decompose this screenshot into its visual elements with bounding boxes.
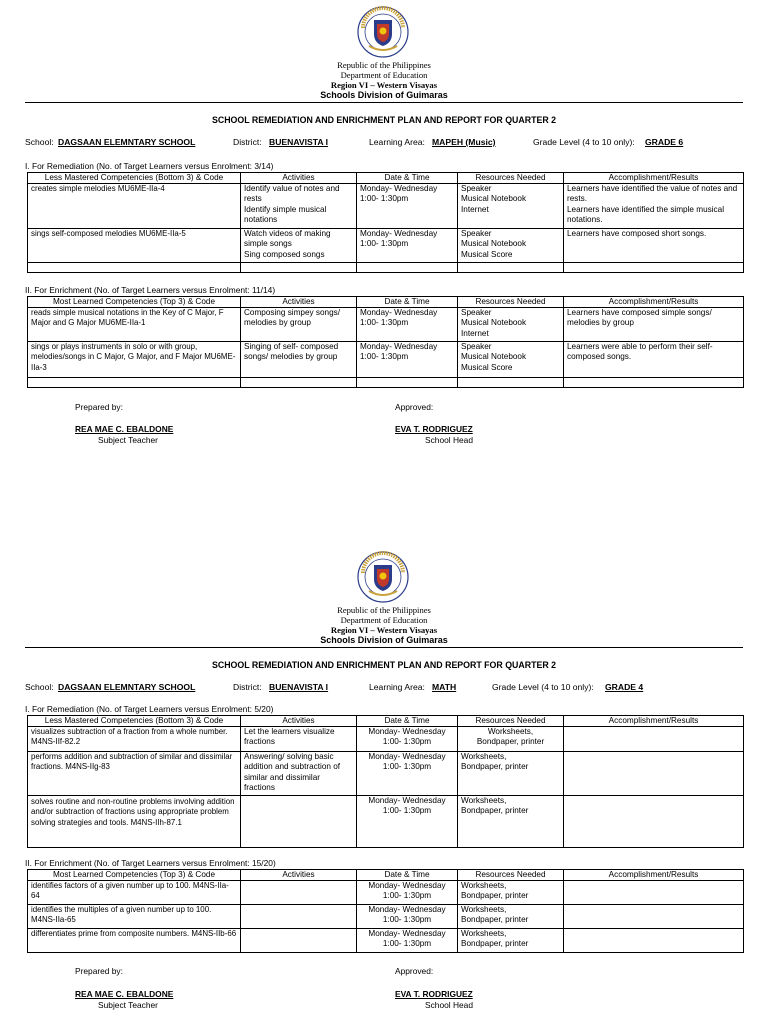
competency-cell: differentiates prime from composite numbers. M4NS-IIb-66	[28, 929, 241, 953]
approved-by-label: Approved:	[395, 966, 434, 976]
date-time-cell: Monday- Wednesday 1:00- 1:30pm	[357, 308, 458, 342]
activities-cell	[241, 905, 357, 929]
prepared-by-label: Prepared by:	[75, 966, 123, 976]
competency-cell: performs addition and subtraction of similar and dissimilar fractions. M4NS-IIg-83	[28, 752, 241, 796]
date-time-cell: Monday- Wednesday 1:00- 1:30pm	[357, 881, 458, 905]
column-header: Resources Needed	[458, 716, 564, 727]
activities-cell: Singing of self- composed songs/ melodies by group	[241, 342, 357, 378]
table-row	[28, 929, 744, 953]
competency-cell	[28, 378, 241, 388]
approved-by-role: School Head	[425, 1000, 473, 1010]
column-header: Date & Time	[357, 297, 458, 308]
activities-cell: Identify value of notes and rests Identify simple musical notations	[241, 184, 357, 229]
resources-cell: Speaker Musical Notebook Internet	[458, 308, 564, 342]
competency-cell: identifies factors of a given number up to 100. M4NS-IIa-64	[28, 881, 241, 905]
learning-area-value: MATH	[432, 682, 457, 692]
deped-seal-icon	[357, 6, 409, 58]
results-cell	[564, 752, 744, 796]
table-header-row	[28, 870, 744, 881]
resources-cell: Worksheets, Bondpaper, printer	[458, 881, 564, 905]
competency-cell: reads simple musical notations in the Key of C Major, F Major and G Major MU6ME-IIa-1	[28, 308, 241, 342]
table-row	[28, 263, 744, 273]
learning-area-label: Learning Area:	[369, 137, 425, 147]
table-row	[28, 184, 744, 229]
deped-seal-icon	[357, 551, 409, 603]
region-line: Region VI – Western Visayas	[330, 80, 438, 90]
table-row	[28, 308, 744, 342]
prepared-by-role: Subject Teacher	[98, 1000, 158, 1010]
department-line: Department of Education	[340, 70, 428, 80]
table-row	[28, 378, 744, 388]
date-time-cell: Monday- Wednesday 1:00- 1:30pm	[357, 229, 458, 263]
results-cell: Learners were able to perform their self-composed songs.	[564, 342, 744, 378]
results-cell	[564, 929, 744, 953]
column-header: Activities	[241, 870, 357, 881]
report-title: SCHOOL REMEDIATION AND ENRICHMENT PLAN AND REPORT FOR QUARTER 2	[211, 660, 557, 670]
column-header: Date & Time	[357, 173, 458, 184]
letterhead	[0, 60, 768, 100]
department-line: Department of Education	[340, 615, 428, 625]
column-header: Resources Needed	[458, 173, 564, 184]
date-time-cell	[357, 378, 458, 388]
table-row	[28, 342, 744, 378]
remediation-table	[27, 172, 744, 273]
resources-cell: Worksheets, Bondpaper, printer	[458, 752, 564, 796]
division-line: Schools Division of Guimaras	[320, 90, 448, 100]
activities-cell: Watch videos of making simple songs Sing composed songs	[241, 229, 357, 263]
resources-cell: Worksheets, Bondpaper, printer	[458, 905, 564, 929]
column-header: Activities	[241, 297, 357, 308]
date-time-cell	[357, 263, 458, 273]
results-cell: Learners have composed short songs.	[564, 229, 744, 263]
grade-level-label: Grade Level (4 to 10 only):	[492, 682, 594, 692]
approved-by-label: Approved:	[395, 402, 434, 412]
table-header-row	[28, 716, 744, 727]
district-value: BUENAVISTA I	[269, 137, 329, 147]
district-label: District:	[233, 682, 262, 692]
resources-cell: Speaker Musical Notebook Musical Score	[458, 342, 564, 378]
column-header: Accomplishment/Results	[564, 870, 744, 881]
remediation-heading: I. For Remediation (No. of Target Learners versus Enrolment: 3/14)	[25, 161, 274, 171]
date-time-cell: Monday- Wednesday 1:00- 1:30pm	[357, 342, 458, 378]
results-cell	[564, 263, 744, 273]
table-row	[28, 752, 744, 796]
school-value: DAGSAAN ELEMNTARY SCHOOL	[58, 682, 196, 692]
column-header: Accomplishment/Results	[564, 297, 744, 308]
table-row	[28, 881, 744, 905]
column-header: Resources Needed	[458, 297, 564, 308]
header-divider	[25, 647, 743, 648]
learning-area-value: MAPEH (Music)	[432, 137, 496, 147]
table-row	[28, 905, 744, 929]
resources-cell: Worksheets, Bondpaper, printer	[458, 929, 564, 953]
column-header: Accomplishment/Results	[564, 173, 744, 184]
date-time-cell: Monday- Wednesday 1:00- 1:30pm	[357, 929, 458, 953]
region-line: Region VI – Western Visayas	[330, 625, 438, 635]
learning-area-label: Learning Area:	[369, 682, 425, 692]
table-row	[28, 229, 744, 263]
activities-cell	[241, 378, 357, 388]
column-header: Most Learned Competencies (Top 3) & Code	[28, 870, 241, 881]
approved-by-name: EVA T. RODRIGUEZ	[395, 424, 473, 434]
school-label: School:	[25, 682, 54, 692]
resources-cell: Speaker Musical Notebook Internet	[458, 184, 564, 229]
results-cell: Learners have composed simple songs/ melodies by group	[564, 308, 744, 342]
resources-cell	[458, 378, 564, 388]
column-header: Date & Time	[357, 870, 458, 881]
date-time-cell: Monday- Wednesday 1:00- 1:30pm	[357, 184, 458, 229]
activities-cell	[241, 796, 357, 848]
activities-cell	[241, 881, 357, 905]
report-page	[0, 545, 768, 1010]
competency-cell: sings self-composed melodies MU6ME-IIa-5	[28, 229, 241, 263]
resources-cell: Speaker Musical Notebook Musical Score	[458, 229, 564, 263]
activities-cell: Let the learners visualize fractions	[241, 727, 357, 752]
column-header: Less Mastered Competencies (Bottom 3) & Code	[28, 173, 241, 184]
enrichment-table	[27, 869, 744, 953]
prepared-by-name: REA MAE C. EBALDONE	[75, 989, 174, 999]
column-header: Activities	[241, 173, 357, 184]
results-cell	[564, 796, 744, 848]
date-time-cell: Monday- Wednesday 1:00- 1:30pm	[357, 905, 458, 929]
approved-by-name: EVA T. RODRIGUEZ	[395, 989, 473, 999]
activities-cell: Composing simpey songs/ melodies by group	[241, 308, 357, 342]
column-header: Date & Time	[357, 716, 458, 727]
resources-cell: Worksheets, Bondpaper, printer	[458, 727, 564, 752]
table-row	[28, 796, 744, 848]
remediation-heading: I. For Remediation (No. of Target Learners versus Enrolment: 5/20)	[25, 704, 274, 714]
column-header: Accomplishment/Results	[564, 716, 744, 727]
grade-level-label: Grade Level (4 to 10 only):	[533, 137, 635, 147]
header-divider	[25, 102, 743, 103]
table-header-row	[28, 297, 744, 308]
resources-cell: Worksheets, Bondpaper, printer	[458, 796, 564, 848]
division-line: Schools Division of Guimaras	[320, 635, 448, 645]
date-time-cell: Monday- Wednesday 1:00- 1:30pm	[357, 796, 458, 848]
competency-cell: visualizes subtraction of a fraction from a whole number. M4NS-IIf-82.2	[28, 727, 241, 752]
competency-cell: creates simple melodies MU6ME-IIa-4	[28, 184, 241, 229]
report-page	[0, 0, 768, 445]
prepared-by-label: Prepared by:	[75, 402, 123, 412]
results-cell: Learners have identified the value of notes and rests. Learners have identified the simple musical notations.	[564, 184, 744, 229]
report-title: SCHOOL REMEDIATION AND ENRICHMENT PLAN AND REPORT FOR QUARTER 2	[211, 115, 557, 125]
school-label: School:	[25, 137, 54, 147]
competency-cell: sings or plays instruments in solo or with group, melodies/songs in C Major, G Major, and F Major MU6ME-IIa-3	[28, 342, 241, 378]
prepared-by-name: REA MAE C. EBALDONE	[75, 424, 174, 434]
column-header: Resources Needed	[458, 870, 564, 881]
enrichment-table	[27, 296, 744, 388]
enrichment-heading: II. For Enrichment (No. of Target Learners versus Enrolment: 11/14)	[25, 285, 276, 295]
results-cell	[564, 378, 744, 388]
date-time-cell: Monday- Wednesday 1:00- 1:30pm	[357, 752, 458, 796]
table-row	[28, 727, 744, 752]
competency-cell: identifies the multiples of a given number up to 100. M4NS-IIa-65	[28, 905, 241, 929]
republic-line: Republic of the Philippines	[337, 60, 431, 70]
table-header-row	[28, 173, 744, 184]
letterhead	[0, 605, 768, 645]
results-cell	[564, 905, 744, 929]
district-value: BUENAVISTA I	[269, 682, 329, 692]
prepared-by-role: Subject Teacher	[98, 435, 158, 445]
resources-cell	[458, 263, 564, 273]
results-cell	[564, 881, 744, 905]
remediation-table	[27, 715, 744, 848]
column-header: Less Mastered Competencies (Bottom 3) & Code	[28, 716, 241, 727]
date-time-cell: Monday- Wednesday 1:00- 1:30pm	[357, 727, 458, 752]
district-label: District:	[233, 137, 262, 147]
competency-cell: solves routine and non-routine problems involving addition and/or subtraction of fractions using appropriate problem solving strategies and tools. M4NS-IIh-87.1	[28, 796, 241, 848]
enrichment-heading: II. For Enrichment (No. of Target Learners versus Enrolment: 15/20)	[25, 858, 276, 868]
approved-by-role: School Head	[425, 435, 473, 445]
results-cell	[564, 727, 744, 752]
column-header: Most Learned Competencies (Top 3) & Code	[28, 297, 241, 308]
grade-level-value: GRADE 6	[645, 137, 684, 147]
grade-level-value: GRADE 4	[605, 682, 644, 692]
school-value: DAGSAAN ELEMNTARY SCHOOL	[58, 137, 196, 147]
republic-line: Republic of the Philippines	[337, 605, 431, 615]
column-header: Activities	[241, 716, 357, 727]
activities-cell: Answering/ solving basic addition and subtraction of similar and dissimilar fractions	[241, 752, 357, 796]
activities-cell	[241, 929, 357, 953]
activities-cell	[241, 263, 357, 273]
competency-cell	[28, 263, 241, 273]
